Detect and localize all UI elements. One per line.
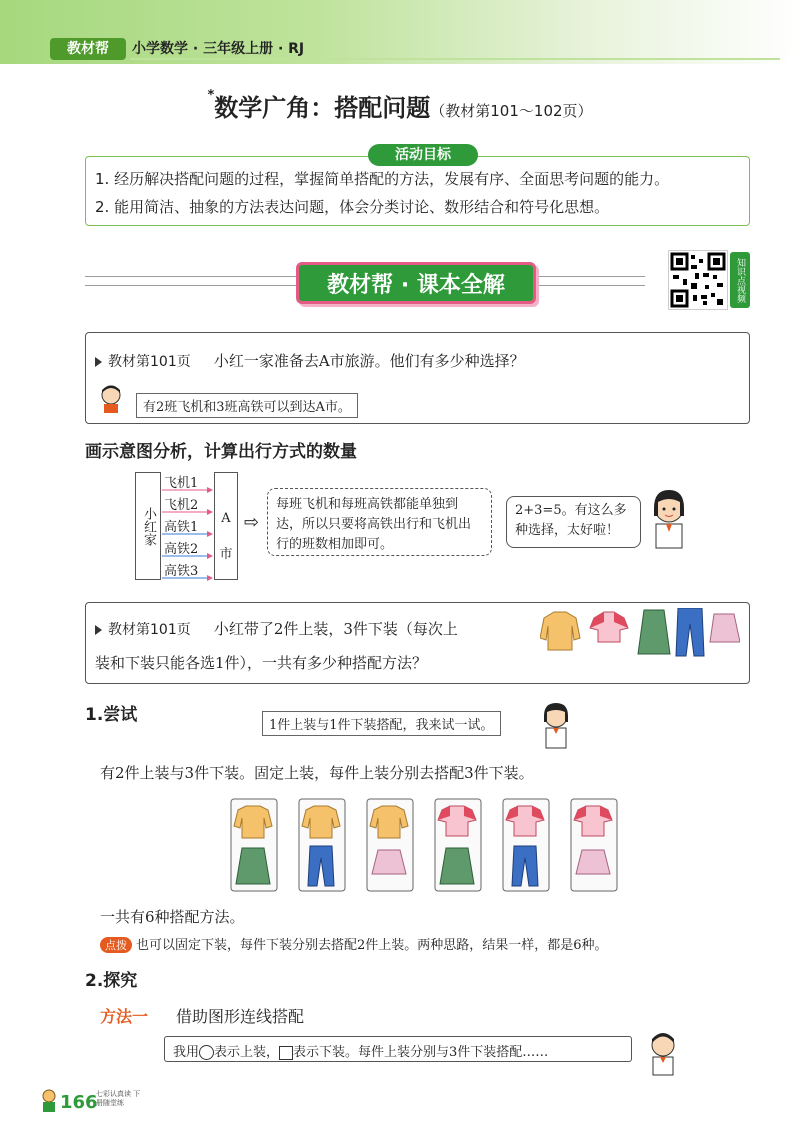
green-skirt-icon (638, 610, 670, 654)
route-label: 高铁1 (164, 520, 199, 535)
route-label: 高铁3 (164, 564, 199, 579)
pink-tshirt-icon (590, 612, 628, 642)
goals-tag: 活动目标 (368, 144, 478, 166)
title-main: 数学广角：搭配问题 (214, 94, 431, 122)
title-star: * (207, 88, 215, 103)
block1-question: 小红一家准备去A市旅游。他们有多少种选择？ (213, 352, 525, 370)
block2-line-1 (95, 618, 458, 639)
bubble-text-b: 表示上装， (214, 1045, 280, 1060)
goal-item-1: 1. 经历解决搭配问题的过程，掌握简单搭配的方法，发展有序、全面思考问题的能力。 (95, 170, 670, 188)
pink-skirt-icon (710, 614, 740, 642)
block1-ref: 教材第101页 (108, 354, 191, 370)
girl-small-avatar-icon (540, 700, 572, 750)
bubble-text-c: 表示下装。每件上装分别与3件下装搭配…… (293, 1045, 549, 1060)
boy-small-avatar-icon (646, 1030, 680, 1076)
outfit-card (367, 799, 413, 891)
diagram-city (214, 472, 238, 580)
try-body: 有2件上装与3件下装。固定上装，每件上装分别去搭配3件下装。 (100, 764, 534, 782)
header-subtitle: 小学数学 · 三年级上册 · RJ (132, 41, 305, 57)
route-arrows (160, 470, 216, 584)
triangle-bullet-icon (95, 357, 102, 367)
analysis-heading: 画示意图分析，计算出行方式的数量 (85, 442, 357, 462)
diagram-home: 小红家 (135, 472, 161, 580)
goal-item-2: 2. 能用简洁、抽象的方法表达问题，体会分类讨论、数形结合和符号化思想。 (95, 198, 610, 216)
mascot-icon (40, 1088, 58, 1112)
hollow-arrow-icon: ⇨ (244, 512, 260, 533)
try-result: 一共有6种搭配方法。 (100, 908, 245, 926)
diagram-result-bubble: 2+3=5。有这么多种选择，太好啦！ (506, 496, 641, 548)
tip-line (100, 934, 608, 953)
title-pages: （教材第101～102页） (430, 102, 593, 120)
circle-shape-icon (199, 1045, 214, 1060)
explore-heading: 2.探究 (85, 971, 138, 991)
outfit-card (571, 799, 617, 891)
page-title (0, 88, 800, 123)
page-number: 166 (60, 1092, 98, 1113)
method-text: 借助图形连线搭配 (176, 1007, 305, 1026)
bubble-text-a: 我用 (173, 1045, 200, 1060)
outfit-card (435, 799, 481, 891)
qr-side-label: 知识点视频 (730, 252, 750, 308)
qr-code-icon (669, 251, 727, 309)
triangle-bullet-icon (95, 625, 102, 635)
outfit-card (299, 799, 345, 891)
yellow-sweater-icon (540, 612, 580, 650)
diagram-explain-bubble: 每班飞机和每班高铁都能单独到达，所以只要将高铁出行和飞机出行的班数相加即可。 (267, 488, 492, 556)
block2-ref: 教材第101页 (108, 622, 191, 638)
blue-jeans-icon (676, 608, 704, 656)
square-shape-icon (279, 1046, 293, 1060)
header-badge: 教材帮 (50, 38, 126, 60)
qr-code[interactable] (668, 250, 728, 310)
header-divider (130, 58, 780, 60)
girl-avatar-icon (648, 486, 690, 550)
block1-line (95, 350, 525, 371)
diagram-city-text: A市 (219, 511, 233, 562)
block2-question-1: 小红带了2件上装，3件下装（每次上 (213, 620, 458, 638)
tip-text: 也可以固定下装，每件下装分别去搭配2件上装。两种思路，结果一样，都是6种。 (136, 938, 608, 953)
section-banner: 教材帮 · 课本全解 (296, 262, 536, 304)
outfit-card (503, 799, 549, 891)
clothing-items (540, 608, 740, 658)
tip-tag: 点拨 (100, 937, 132, 953)
try-speech: 1件上装与1件下装搭配，我来试一试。 (262, 711, 501, 736)
try-heading: 1.尝试 (85, 705, 138, 725)
method-label: 方法一 (100, 1007, 149, 1026)
outfit-grid (230, 798, 620, 892)
route-label: 飞机2 (164, 498, 199, 513)
outfit-cards-svg (230, 798, 620, 892)
block2-question-2: 装和下装只能各选1件），一共有多少种搭配方法？ (95, 654, 428, 672)
route-label: 高铁2 (164, 542, 199, 557)
boy-avatar-icon (98, 383, 124, 413)
method-bubble (164, 1036, 632, 1062)
route-label: 飞机1 (164, 476, 199, 491)
outfit-card (231, 799, 277, 891)
footer-small-text: 七彩认真读 下册随堂练 (96, 1090, 141, 1107)
block1-speech: 有2班飞机和3班高铁可以到达A市。 (136, 393, 358, 418)
